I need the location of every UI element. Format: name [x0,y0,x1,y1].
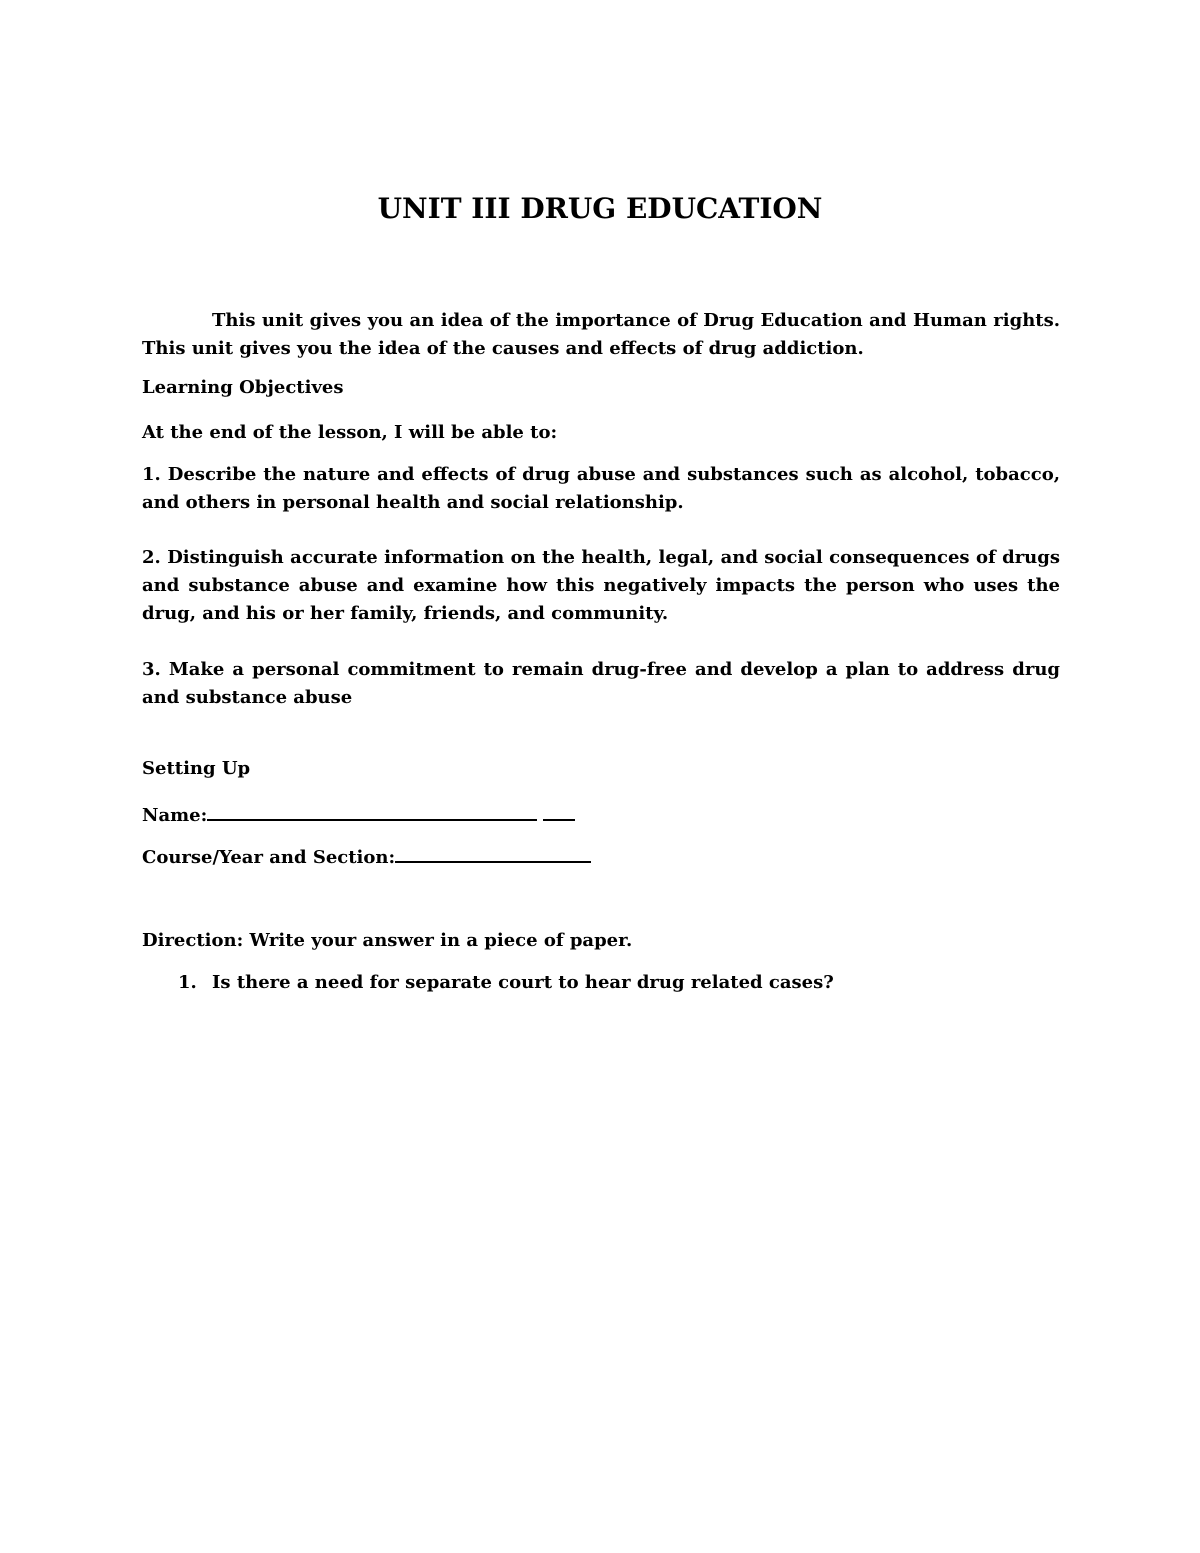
intro-paragraph: This unit gives you an idea of the importance of Drug Education and Human rights. This unit gives you the idea of the causes and effects of drug addiction. [142,310,1060,359]
question-text: Is there a need for separate court to hear drug related cases? [212,972,834,993]
name-label: Name: [142,805,208,826]
course-field-row [142,841,1060,872]
name-blank-line-end [543,799,575,821]
objective-item: 1. Describe the nature and effects of drug abuse and substances such as alcohol, tobacco, and others in personal health and social relationship. [142,464,1060,513]
setting-up-heading: Setting Up [142,758,251,779]
learning-objectives-lead: At the end of the lesson, I will be able to: [142,422,558,443]
question-item [178,969,1058,997]
direction-text: Direction: Write your answer in a piece of paper. [142,930,633,951]
learning-objectives-heading: Learning Objectives [142,377,344,398]
name-field-row [142,799,1060,830]
course-blank-line[interactable] [395,841,591,863]
document-title: UNIT III DRUG EDUCATION [377,192,823,225]
question-number: 1. [178,972,197,993]
course-label: Course/Year and Section: [142,847,396,868]
name-blank-line[interactable] [207,799,537,821]
objective-item: 3. Make a personal commitment to remain drug-free and develop a plan to address drug and substance abuse [142,659,1060,708]
objective-item: 2. Distinguish accurate information on the health, legal, and social consequences of drugs and substance abuse and examine how this negatively impacts the person who uses the drug, and his or her family, friends, and community. [142,547,1060,624]
